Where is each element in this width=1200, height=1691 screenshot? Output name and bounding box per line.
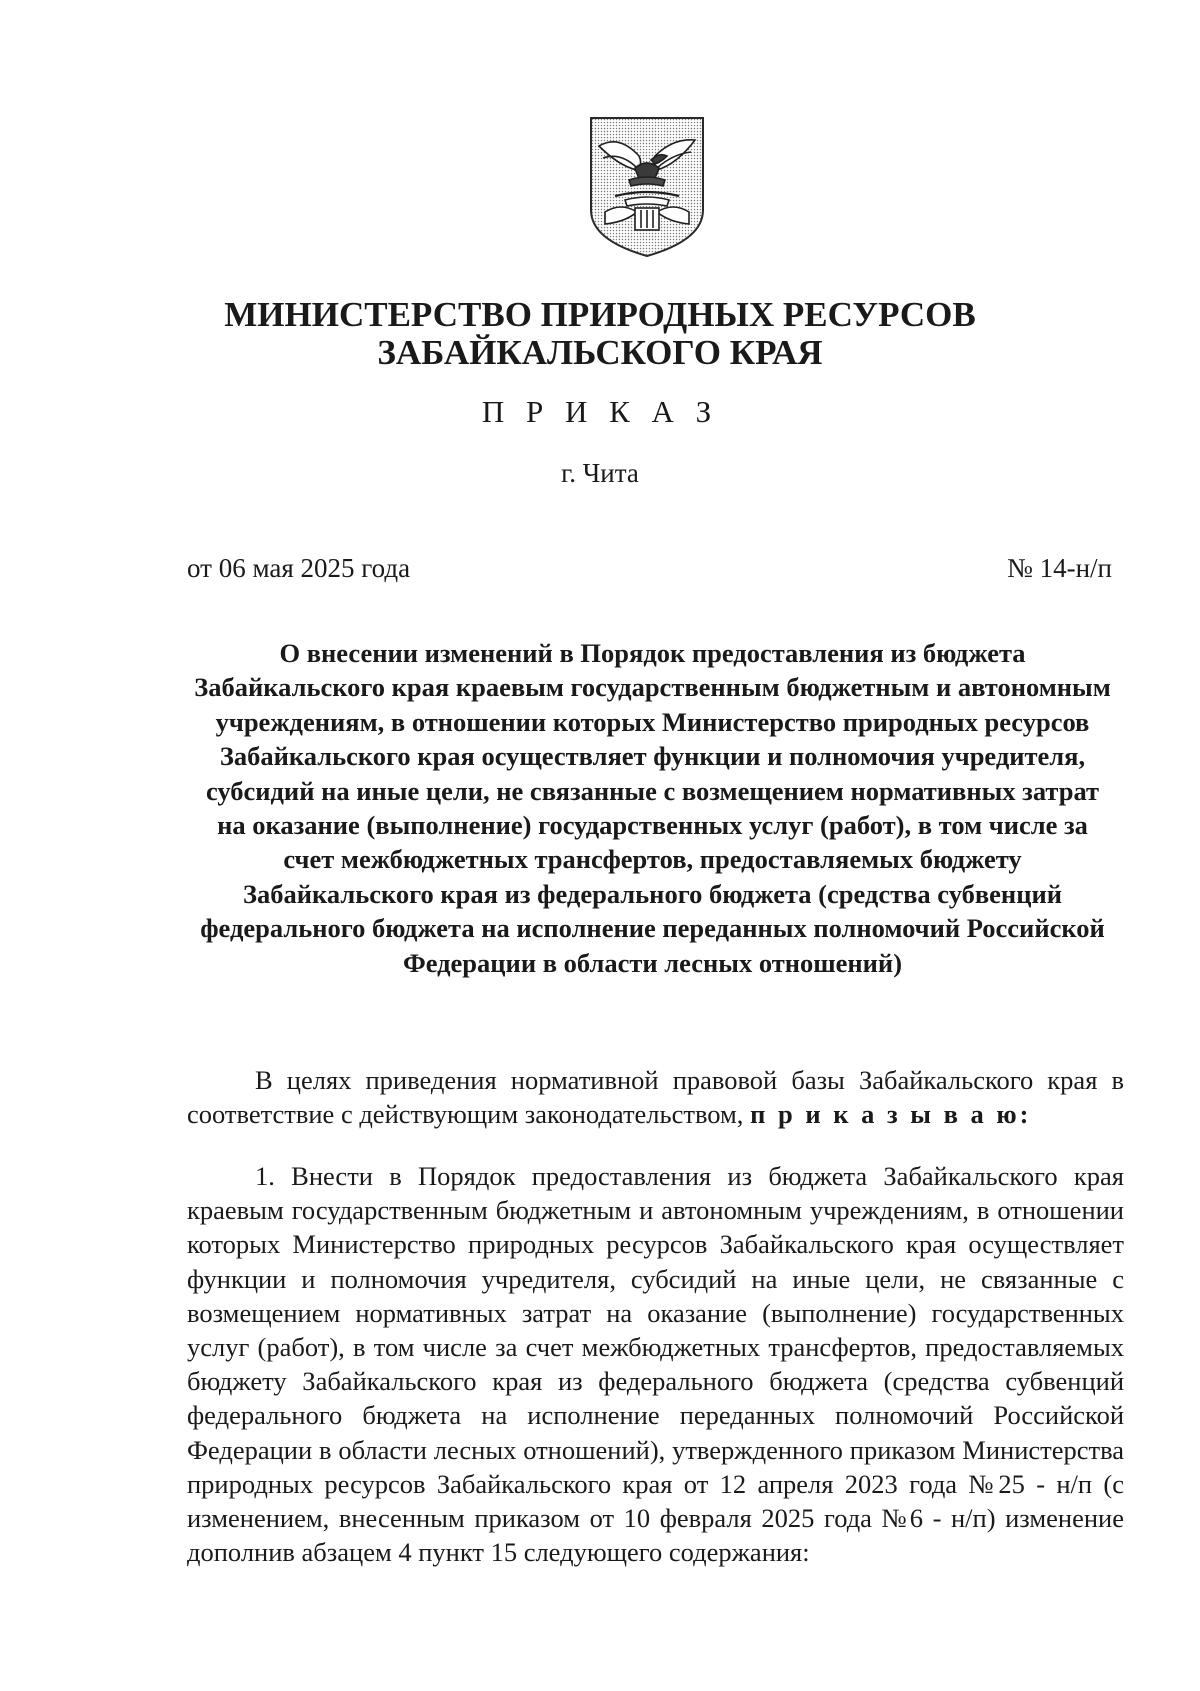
preamble-text: В целях приведения нормативной правовой базы Забайкальского края в соответствие с действующим законодательством, <box>187 1065 1124 1130</box>
document-title: О внесении изменений в Порядок предоставления из бюджета Забайкальского края краевым государственным бюджетным и автономным учреждениям, в отношении которых Министерство природных ресурсов Забайкальского края осуществляет функции и полномочия учредителя, субсидий на иные цели, не связанные с возмещением нормативных затрат на оказание (выполнение) государственных услуг (работ), в том числе за счет межбюджетных трансфертов, предоставляемых бюджету Забайкальского края из федерального бюджета (средства субвенций федерального бюджета на исполнение переданных полномочий Российской Федерации в области лесных отношений) <box>194 638 1111 978</box>
item-1-text: 1. Внести в Порядок предоставления из бюджета Забайкальского края краевым государственным бюджетным и автономным учреждениям, в отношении которых Министерство природных ресурсов Забайкальского края осуществляет функции и полномочия учредителя, субсидий на иные цели, не связанные с возмещением нормативных затрат на оказание (выполнение) государственных услуг (работ), в том числе за счет межбюджетных трансфертов, предоставляемых бюджету Забайкальского края из федерального бюджета (средства субвенций федерального бюджета на исполнение переданных полномочий Российской Федерации в области лесных отношений), утвержденного приказом Министерства природных ресурсов Забайкальского края от 12 апреля 2023 года №25 - н/п (с изменением, внесенным приказом от 10 февраля 2025 года №6 - н/п) изменение дополнив абзацем 4 пункт 15 следующего содержания: <box>187 1161 1124 1568</box>
ministry-name <box>0 296 1200 372</box>
document-type: П Р И К А З <box>481 394 719 429</box>
ministry-name-line1: МИНИСТЕРСТВО ПРИРОДНЫХ РЕСУРСОВ <box>224 295 976 334</box>
item-1 <box>187 1159 1124 1569</box>
coat-of-arms-emblem-icon <box>585 112 709 260</box>
document-number: № 14-н/п <box>1007 553 1112 583</box>
preamble <box>187 1063 1124 1131</box>
ministry-name-line2: ЗАБАЙКАЛЬСКОГО КРАЯ <box>377 333 823 372</box>
document-date: от 06 мая 2025 года <box>187 553 411 583</box>
order-word: п р и к а з ы в а ю: <box>750 1099 1032 1130</box>
city: г. Чита <box>561 458 639 488</box>
